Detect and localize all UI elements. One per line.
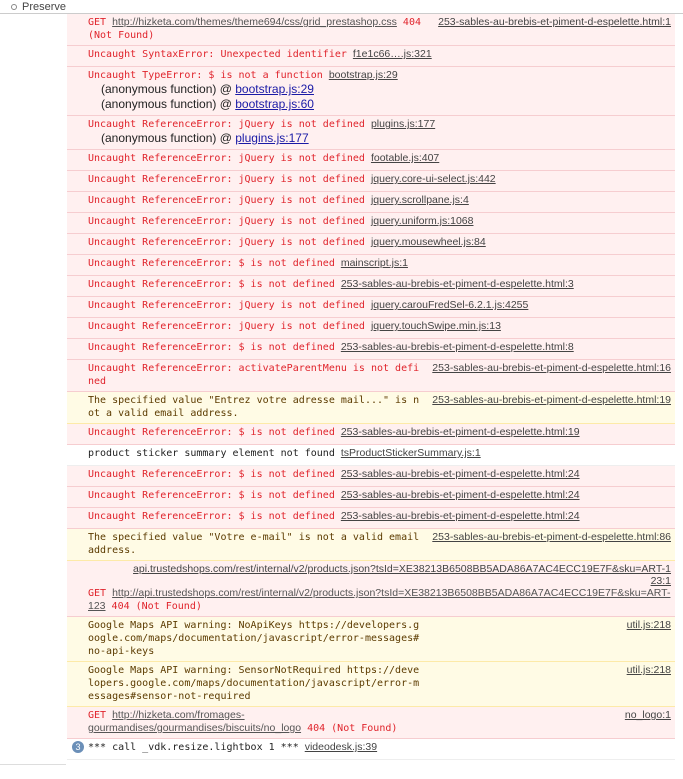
source-link[interactable]: no_logo:1 [621,709,671,722]
request-method: GET [88,17,113,28]
console-messages [67,14,675,760]
message-text: Uncaught ReferenceError: jQuery is not defined [88,153,365,164]
message-text: Uncaught ReferenceError: jQuery is not defined [88,119,365,130]
source-link[interactable]: plugins.js:177 [365,118,435,130]
message-body [88,236,671,249]
console-message-error [67,318,675,339]
message-text: Google Maps API warning: SensorNotRequired https://developers.google.com/maps/documentation/javascript/error-messages#sensor-not-required [88,665,420,702]
message-text: Uncaught ReferenceError: jQuery is not defined [88,300,365,311]
request-url-link[interactable]: http://hizketa.com/themes/theme694/css/grid_prestashop.css [112,16,397,28]
repeat-count-badge: 3 [72,741,84,753]
message-body [88,194,671,207]
stack-frame [88,131,671,146]
message-body [88,16,671,42]
source-link[interactable]: jquery.carouFredSel-6.2.1.js:4255 [365,299,528,311]
source-link[interactable]: 253-sables-au-brebis-et-piment-d-espelette.html:3 [335,278,574,290]
message-text: Google Maps API warning: NoApiKeys https://developers.google.com/maps/documentation/javascript/error-messages#no-api-keys [88,620,420,657]
source-link[interactable]: util.js:218 [623,664,671,677]
message-text: Uncaught ReferenceError: $ is not defined [88,511,335,522]
message-text: product sticker summary element not found [88,448,335,459]
message-text: Uncaught ReferenceError: activateParentMenu is not defined [88,363,420,387]
request-url-link[interactable]: http://hizketa.com/fromages-gourmandises/gourmandises/biscuits/no_logo [88,709,302,734]
message-body [88,341,671,354]
console-message-error [67,466,675,487]
message-text: Uncaught ReferenceError: jQuery is not defined [88,195,365,206]
message-body [88,510,671,523]
console-message-warn [67,617,675,662]
stack-frame [88,82,671,97]
console-message-error [67,255,675,276]
message-body [88,394,671,420]
console-message-error [67,561,675,617]
console-message-error [67,213,675,234]
message-text: Uncaught ReferenceError: jQuery is not defined [88,174,365,185]
source-link[interactable]: tsProductStickerSummary.js:1 [335,447,481,459]
source-link[interactable]: 253-sables-au-brebis-et-piment-d-espelette.html:19 [428,394,671,407]
message-body [88,619,671,658]
stack-frame-link[interactable]: bootstrap.js:60 [235,97,314,111]
request-status: 404 (Not Found) [88,17,421,41]
console-message-error [67,171,675,192]
source-link[interactable]: api.trustedshops.com/rest/internal/v2/products.json?tsId=XE38213B6508BB5ADA86A7AC4ECC19E7F&sku=ART-123:1 [88,563,671,587]
stack-frame-link[interactable]: bootstrap.js:29 [235,82,314,96]
message-text: Uncaught SyntaxError: Unexpected identifier [88,49,347,60]
message-body [88,69,671,82]
message-text: Uncaught ReferenceError: jQuery is not defined [88,216,365,227]
bottom-divider [0,764,66,765]
console-message-log [67,739,675,760]
stack-frame-function: (anonymous function) @ [101,131,236,145]
source-link[interactable]: bootstrap.js:29 [323,69,398,81]
message-body [88,587,671,613]
console-message-warn [67,662,675,707]
message-text: Uncaught ReferenceError: $ is not defined [88,490,335,501]
message-text: Uncaught ReferenceError: $ is not defined [88,427,335,438]
message-text: Uncaught ReferenceError: jQuery is not defined [88,321,365,332]
request-url-link[interactable]: http://api.trustedshops.com/rest/internal/v2/products.json?tsId=XE38213B6508BB5ADA86A7AC4ECC19E7F&sku=ART-123 [88,587,671,612]
message-body [88,118,671,131]
message-body [88,447,671,460]
console-message-error [67,707,675,739]
message-text: Uncaught ReferenceError: $ is not defined [88,258,335,269]
source-link[interactable]: 253-sables-au-brebis-et-piment-d-espelette.html:1 [434,16,671,29]
stack-frame-link[interactable]: plugins.js:177 [235,131,309,145]
message-text: Uncaught ReferenceError: $ is not defined [88,342,335,353]
message-body [88,362,671,388]
source-link[interactable]: f1e1c66….js:321 [347,48,432,60]
source-link[interactable]: 253-sables-au-brebis-et-piment-d-espelette.html:19 [335,426,580,438]
source-link[interactable]: jquery.touchSwipe.min.js:13 [365,320,501,332]
request-status: 404 (Not Found) [105,601,202,612]
message-body [88,426,671,439]
message-body [88,489,671,502]
message-body [88,257,671,270]
message-text: The specified value "Entrez votre adresse mail..." is not a valid email address. [88,395,420,419]
message-body [88,173,671,186]
console-message-error [67,339,675,360]
message-text: Uncaught TypeError: $ is not a function [88,70,323,81]
message-body [88,215,671,228]
message-body [88,278,671,291]
preserve-log-label[interactable]: Preserve [22,1,67,13]
message-body [88,299,671,312]
console-message-error [67,234,675,255]
message-body [88,664,671,703]
message-text: The specified value "Votre e-mail" is not a valid email address. [88,532,426,556]
source-link[interactable]: jquery.core-ui-select.js:442 [365,173,496,185]
console-message-warn [67,392,675,424]
source-link[interactable]: mainscript.js:1 [335,257,408,269]
request-method: GET [88,588,113,599]
console-message-error [67,360,675,392]
stack-frame-function: (anonymous function) @ [101,97,236,111]
source-link[interactable]: 253-sables-au-brebis-et-piment-d-espelette.html:16 [428,362,671,375]
source-link[interactable]: jquery.mousewheel.js:84 [365,236,486,248]
console-message-error [67,192,675,213]
console-message-error [67,150,675,171]
source-link[interactable]: footable.js:407 [365,152,439,164]
console-message-error [67,487,675,508]
source-link[interactable]: jquery.uniform.js:1068 [365,215,474,227]
source-link[interactable]: jquery.scrollpane.js:4 [365,194,469,206]
message-text: Uncaught ReferenceError: $ is not defined [88,279,335,290]
console-message-error [67,46,675,67]
message-body [88,531,671,557]
message-body [88,320,671,333]
console-message-error [67,508,675,529]
message-body [88,709,671,735]
source-link[interactable]: 253-sables-au-brebis-et-piment-d-espelette.html:24 [335,489,580,501]
message-text: Uncaught ReferenceError: $ is not defined [88,469,335,480]
source-link[interactable]: 253-sables-au-brebis-et-piment-d-espelette.html:8 [335,341,574,353]
console-message-error [67,297,675,318]
message-body [88,48,671,61]
console-message-error [67,424,675,445]
console-message-error [67,276,675,297]
source-link[interactable]: 253-sables-au-brebis-et-piment-d-espelette.html:24 [335,510,580,522]
console-toolbar [0,0,683,14]
source-link[interactable]: 253-sables-au-brebis-et-piment-d-espelette.html:86 [428,531,671,544]
request-method: GET [88,710,113,721]
message-text: Uncaught ReferenceError: jQuery is not defined [88,237,365,248]
stack-frame-function: (anonymous function) @ [101,82,236,96]
request-status: 404 (Not Found) [301,723,398,734]
source-link[interactable]: videodesk.js:39 [299,741,377,753]
console-message-error [67,116,675,150]
message-body [88,468,671,481]
source-link[interactable]: 253-sables-au-brebis-et-piment-d-espelette.html:24 [335,468,580,480]
stack-frame [88,97,671,112]
console-message-log [67,445,675,466]
console-message-error [67,67,675,116]
console-message-warn [67,529,675,561]
message-text: *** call _vdk.resize.lightbox 1 *** [88,742,299,753]
source-link[interactable]: util.js:218 [623,619,671,632]
preserve-log-radio[interactable] [11,4,17,10]
message-body [75,741,671,754]
message-body [88,152,671,165]
console-message-error [67,14,675,46]
